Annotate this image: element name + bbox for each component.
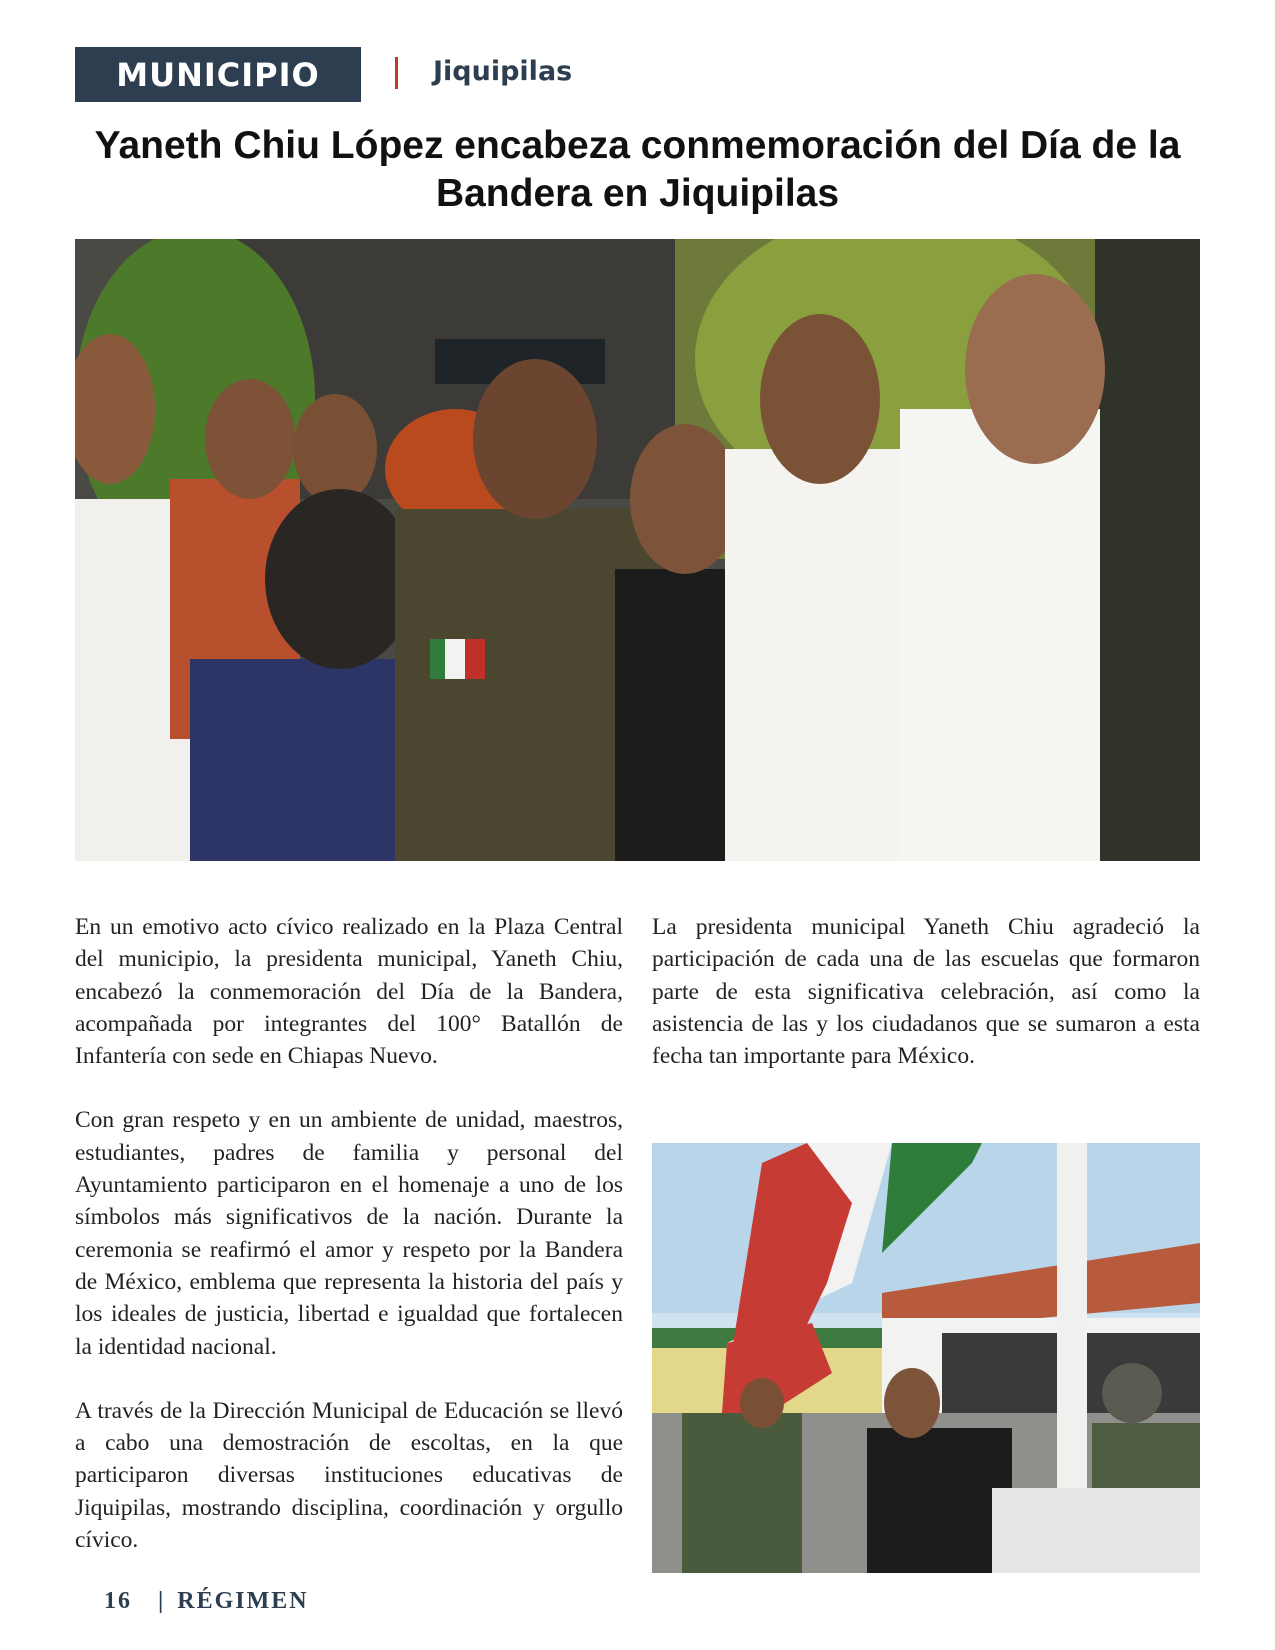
header-divider <box>395 57 398 89</box>
article-title: Yaneth Chiu López encabeza conmemoración del Día de la Bandera en Jiquipilas <box>94 124 1181 215</box>
flag-raising-photo <box>652 1143 1200 1573</box>
paragraph: Con gran respeto y en un ambiente de unidad, maestros, estudiantes, padres de familia y personal del Ayuntamiento participaron en el homenaje a uno de los símbolos más significativos de la nación. Durante la ceremonia se reafirmó el amor y respeto por la Bandera de México, emblema que representa la historia del país y los ideales de justicia, libertad e igualdad que fortalecen la identidad nacional. <box>75 1107 623 1360</box>
ceremony-photo <box>75 239 1200 861</box>
magazine-name: RÉGIMEN <box>177 1588 309 1614</box>
paragraph: En un emotivo acto cívico realizado en la Plaza Central del municipio, la presidenta municipal, Yaneth Chiu, encabezó la conmemoración del Día de la Bandera, acompañada por integrantes del 100° Batallón de Infantería con sede en Chiapas Nuevo. <box>75 914 623 1070</box>
article-column-left <box>75 911 623 1588</box>
location-label: Jiquipilas <box>433 56 573 87</box>
page-number: 16 <box>104 1588 132 1614</box>
paragraph: La presidenta municipal Yaneth Chiu agradeció la participación de cada una de las escuelas que formaron parte de esta significativa celebración, así como la asistencia de las y los ciudadanos que se sumaron a esta fecha tan importante para México. <box>652 914 1200 1070</box>
article-column-right <box>652 911 1200 1104</box>
footer-separator: | <box>158 1588 166 1614</box>
page-footer <box>104 1588 309 1615</box>
paragraph: A través de la Dirección Municipal de Educación se llevó a cabo una demostración de escoltas, en la que participaron diversas instituciones educativas de Jiquipilas, mostrando disciplina, coordinación y orgullo cívico. <box>75 1397 623 1554</box>
section-label: MUNICIPIO <box>75 47 361 102</box>
